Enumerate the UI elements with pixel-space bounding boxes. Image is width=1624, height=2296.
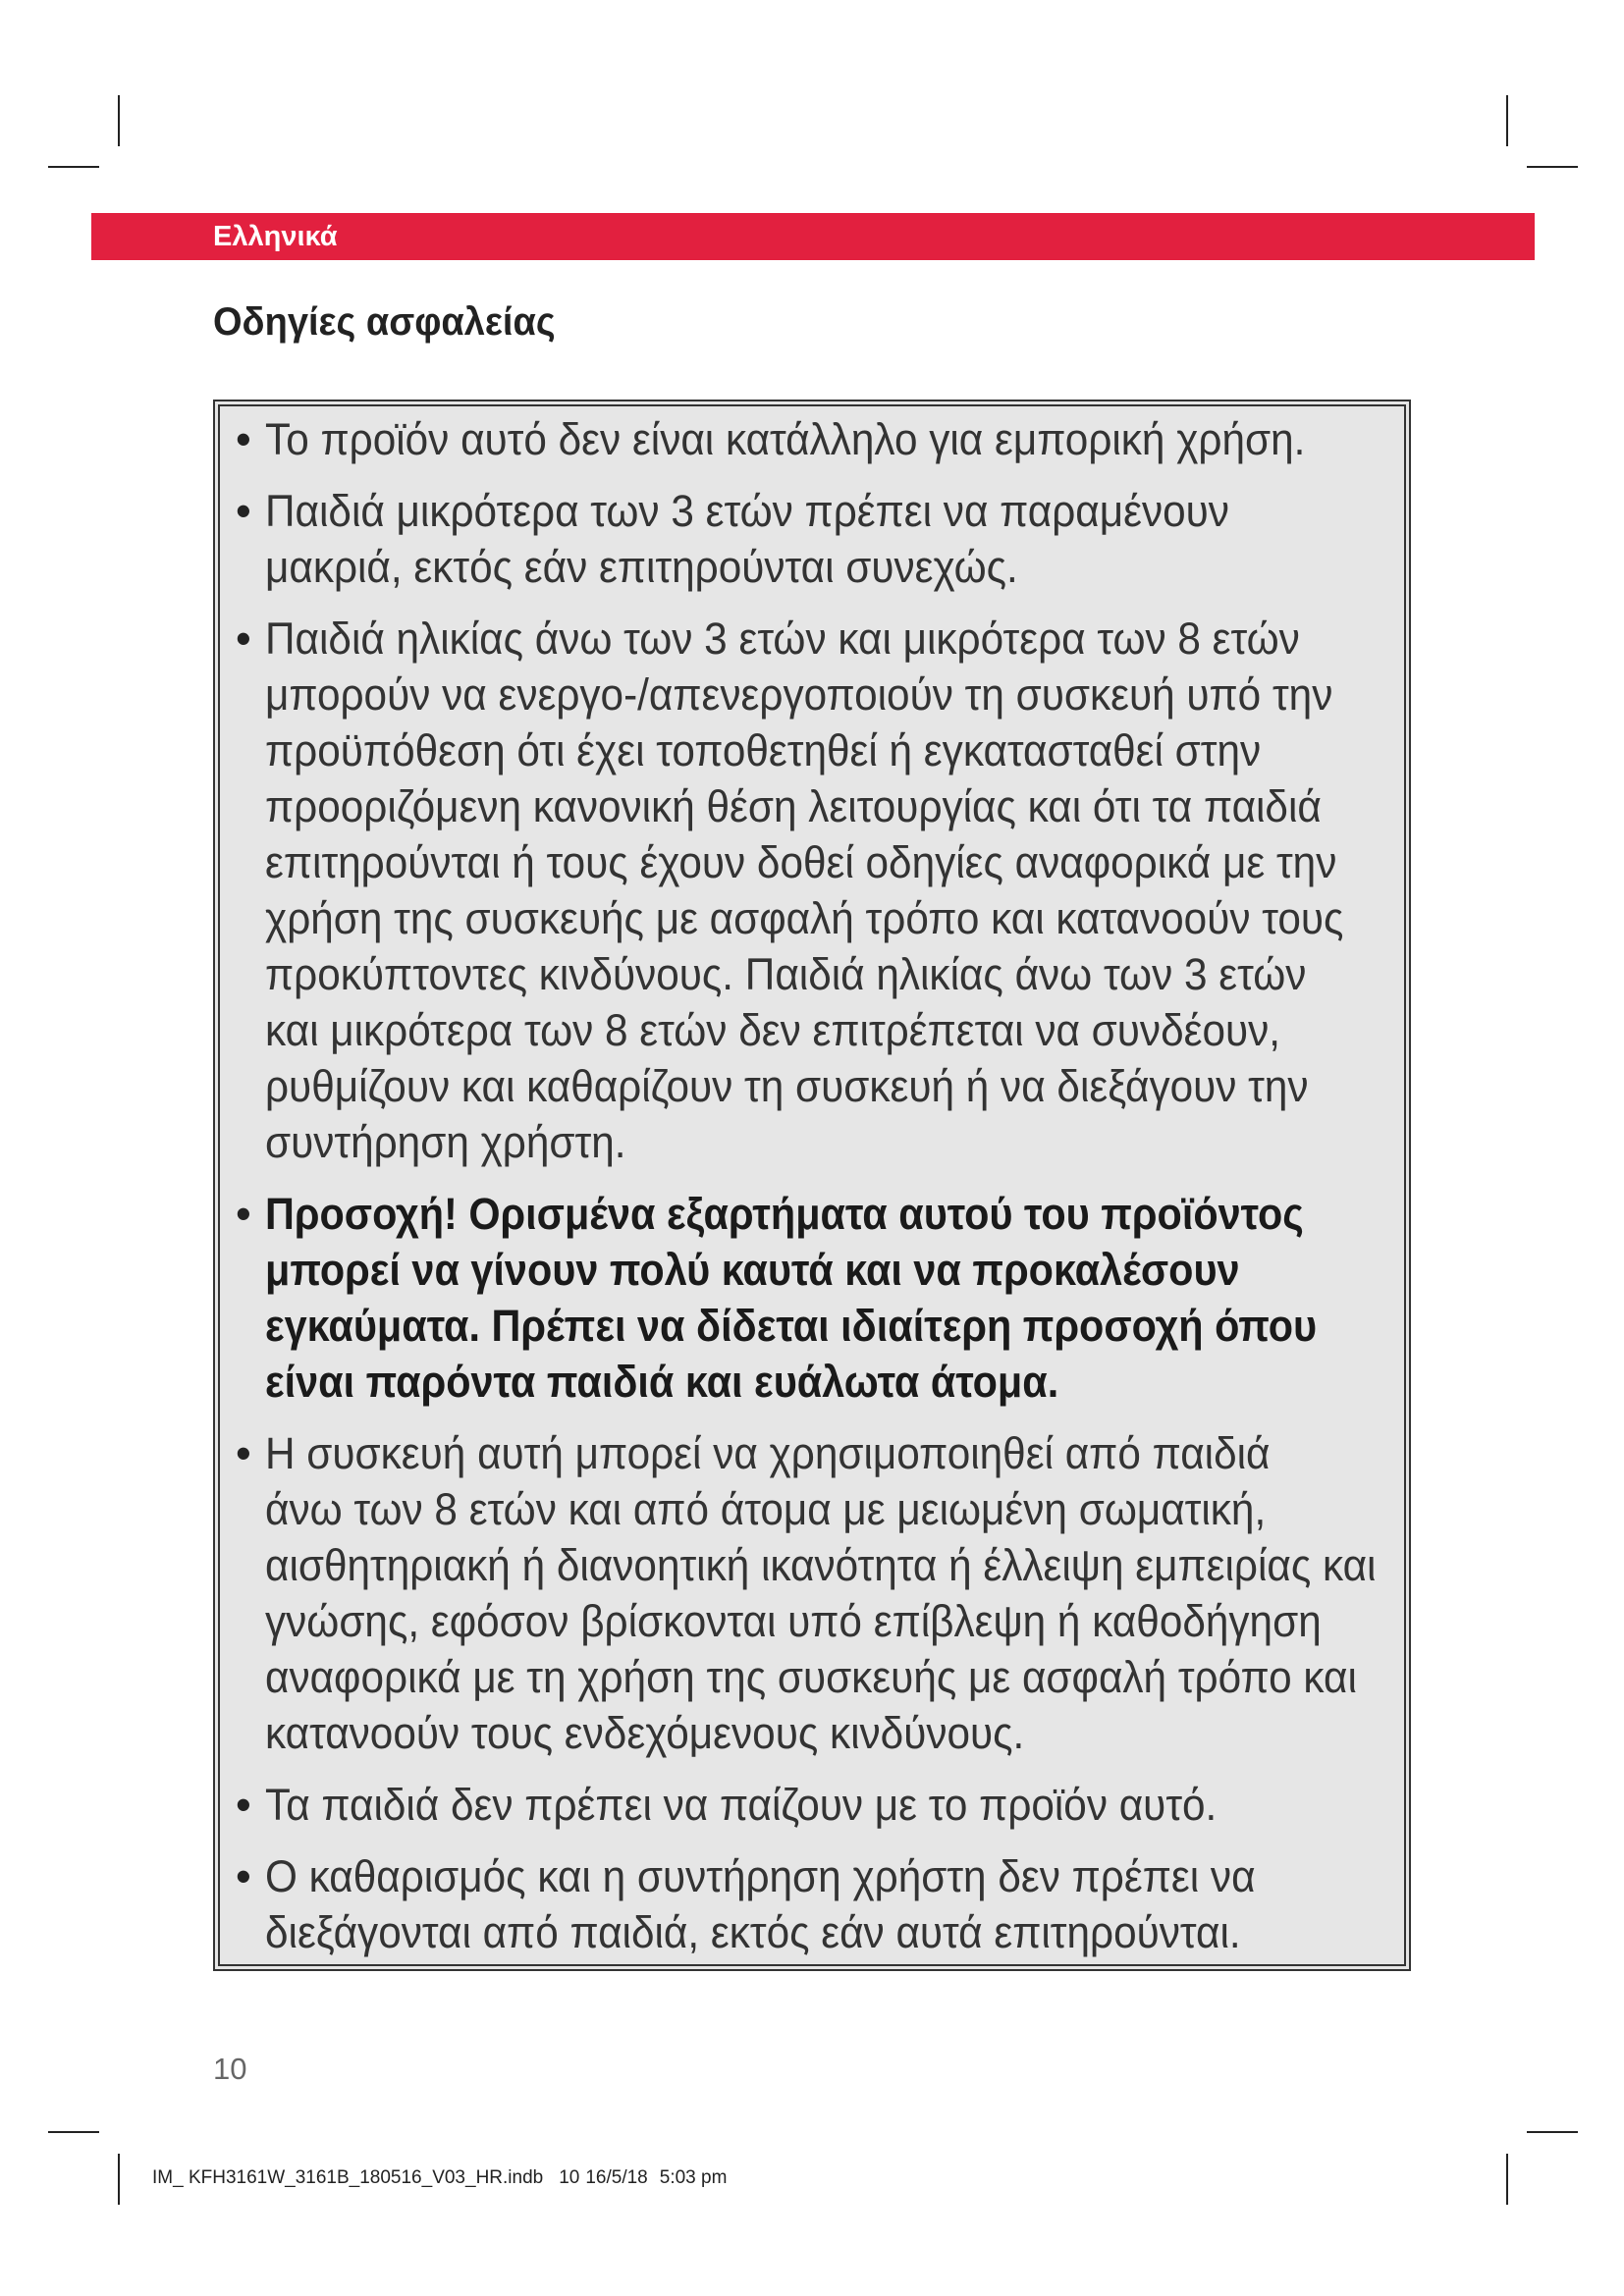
safety-item-line: μακριά, εκτός εάν επιτηρούνται συνεχώς. [265,542,1018,592]
crop-mark-top-left-horizontal [48,166,99,168]
safety-instructions-list [220,411,1404,1960]
safety-item-line: Προσοχή! Ορισμένα εξαρτήματα αυτού του προϊόντος [265,1189,1304,1239]
safety-item-line: συντήρηση χρήστη. [265,1117,626,1167]
bullet-symbol: • [236,614,251,664]
safety-item-line: Παιδιά μικρότερα των 3 ετών πρέπει να παραμένουν [265,486,1229,536]
safety-item-line: ρυθμίζουν και καθαρίζουν τη συσκευή ή να διεξάγουν την [265,1061,1309,1111]
footer-date: 16/5/18 [585,2167,648,2188]
page-title: Οδηγίες ασφαλείας [213,300,556,344]
safety-item-line: εγκαύματα. Πρέπει να δίδεται ιδιαίτερη προσοχή όπου [265,1301,1318,1351]
safety-item [220,411,1404,467]
crop-mark-top-right-vertical [1506,95,1508,146]
crop-mark-top-left-vertical [118,95,120,146]
safety-item [220,483,1404,595]
safety-item-line: κατανοούν τους ενδεχόμενους κινδύνους. [265,1708,1025,1758]
language-header-bar [91,213,1535,260]
crop-mark-bottom-left-vertical [118,2154,120,2205]
safety-instructions-box [213,400,1411,1971]
safety-item-line: αισθητηριακή ή διανοητική ικανότητα ή έλλειψη εμπειρίας και [265,1540,1377,1590]
safety-warning-item [220,1186,1404,1410]
safety-item-line: επιτηρούνται ή τους έχουν δοθεί οδηγίες αναφορικά με την [265,837,1337,887]
safety-item-line: προοριζόμενη κανονική θέση λειτουργίας και ότι τα παιδιά [265,781,1322,831]
bullet-symbol: • [236,1851,251,1901]
safety-item-line: Παιδιά ηλικίας άνω των 3 ετών και μικρότερα των 8 ετών [265,614,1300,664]
footer-file-name: IM_ KFH3161W_3161B_180516_V03_HR.indb [152,2167,544,2188]
bullet-symbol: • [236,1780,251,1830]
safety-item-line: Τα παιδιά δεν πρέπει να παίζουν με το προϊόν αυτό. [265,1780,1218,1830]
footer-page: 10 [559,2167,580,2188]
print-slug-footer [152,2166,727,2190]
safety-item-line: Το προϊόν αυτό δεν είναι κατάλληλο για εμπορική χρήση. [265,414,1306,464]
crop-mark-bottom-right-vertical [1506,2154,1508,2205]
safety-item-line: και μικρότερα των 8 ετών δεν επιτρέπεται να συνδέουν, [265,1005,1281,1055]
bullet-symbol: • [236,414,251,464]
page-number: 10 [213,2052,247,2086]
bullet-symbol: • [236,1428,251,1478]
safety-item-line: Ο καθαρισμός και η συντήρηση χρήστη δεν πρέπει να [265,1851,1256,1901]
safety-item-line: Η συσκευή αυτή μπορεί να χρησιμοποιηθεί από παιδιά [265,1428,1271,1478]
safety-item-line: προκύπτοντες κινδύνους. Παιδιά ηλικίας άνω των 3 ετών [265,949,1307,999]
safety-item-line: αναφορικά με τη χρήση της συσκευής με ασφαλή τρόπο και [265,1652,1357,1702]
safety-item [220,1777,1404,1833]
crop-mark-bottom-right-horizontal [1527,2131,1578,2133]
safety-item [220,1848,1404,1960]
bullet-symbol: • [236,1189,251,1239]
safety-item-line: προϋπόθεση ότι έχει τοποθετηθεί ή εγκατασταθεί στην [265,725,1262,775]
safety-item-line: χρήση της συσκευής με ασφαλή τρόπο και κατανοούν τους [265,893,1344,943]
safety-item [220,611,1404,1170]
safety-item-line: μπορεί να γίνουν πολύ καυτά και να προκαλέσουν [265,1245,1240,1295]
safety-item-line: είναι παρόντα παιδιά και ευάλωτα άτομα. [265,1357,1059,1407]
bullet-symbol: • [236,486,251,536]
footer-time: 5:03 pm [659,2167,728,2188]
crop-mark-bottom-left-horizontal [48,2131,99,2133]
safety-item-line: διεξάγονται από παιδιά, εκτός εάν αυτά επιτηρούνται. [265,1907,1241,1957]
safety-item-line: άνω των 8 ετών και από άτομα με μειωμένη σωματική, [265,1484,1267,1534]
safety-item-line: γνώσης, εφόσον βρίσκονται υπό επίβλεψη ή καθοδήγηση [265,1596,1322,1646]
safety-item-line: μπορούν να ενεργο-/απενεργοποιούν τη συσκευή υπό την [265,669,1333,720]
safety-item [220,1425,1404,1761]
crop-mark-top-right-horizontal [1527,166,1578,168]
language-label: Ελληνικά [213,221,338,252]
